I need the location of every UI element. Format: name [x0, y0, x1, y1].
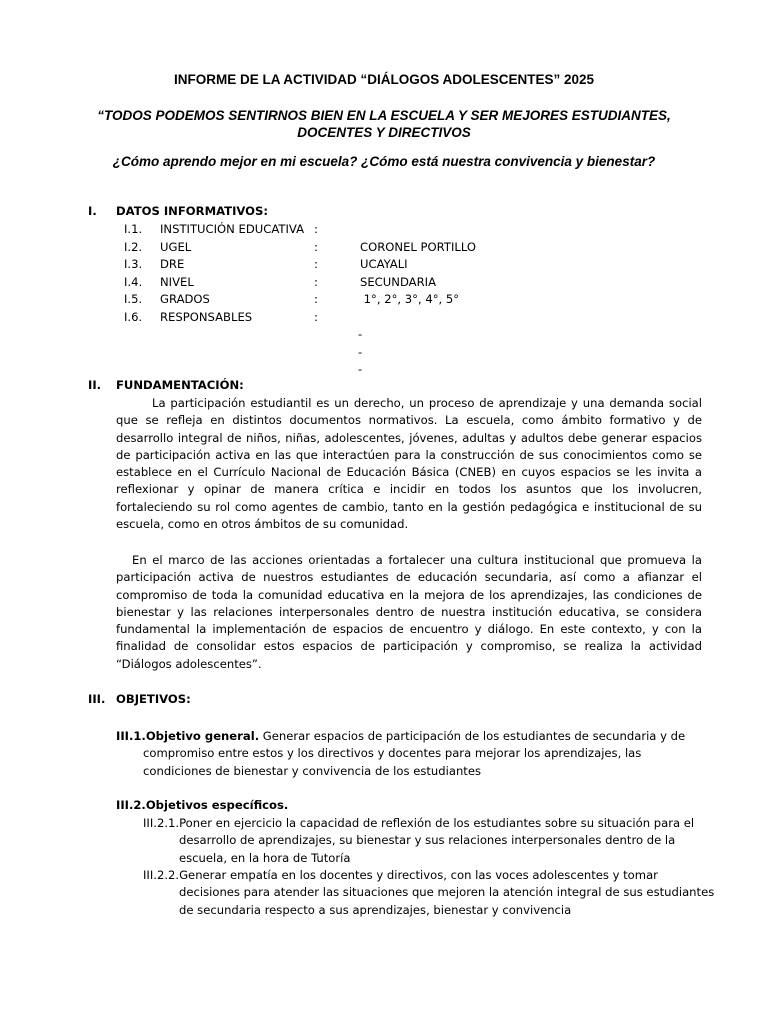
specific-objective-text: Generar empatía en los docentes y directivos, con las voces adolescentes y tomar decisiones para atender las situaciones que mejoren la atención integral de sus estudiantes de secundaria respecto a sus aprendizajes, bienestar y convivencia	[179, 868, 715, 917]
specific-objective-number: III.2.1.	[143, 816, 180, 830]
info-row-sep: :	[314, 222, 318, 236]
info-row-value: UCAYALI	[360, 257, 408, 271]
info-row-num: I.6.	[124, 309, 143, 324]
general-objective-text: Generar espacios de participación de los estudiantes de secundaria y de compromiso entre estos y los directivos y docentes para mejorar los aprendizajes, las condiciones de bienestar y convivencia de los estudiantes	[143, 729, 686, 778]
info-row-label: UGEL	[160, 239, 192, 254]
fundamentacion-paragraph-1: La participación estudiantil es un derecho, un proceso de aprendizaje y una demanda social que se refleja en distintos documentos normativos. La escuela, como ámbito formativo y de desarrollo integral de niños, niñas, adolescentes, jóvenes, adultas y adultos debe generar espacios de participación activa en las que interactúen para la construcción de sus conocimientos como se establece en el Currículo Nacional de Educación Básica (CNEB) en cuyos espacios se les invita a reflexionar y opinar de manera crítica e incidir en todos los asuntos que los involucren, fortaleciendo su rol como agentes de cambio, tanto en la gestión pedagógica e institucional de su escuela, como en otros ámbitos de su comunidad.	[116, 396, 702, 532]
general-objective-number: III.1.	[116, 729, 146, 743]
section3-number: III.	[88, 692, 106, 706]
info-row-num: I.5.	[124, 292, 143, 306]
info-row-label: NIVEL	[160, 274, 194, 289]
specific-objectives-heading	[116, 797, 288, 814]
report-subtitle	[60, 107, 708, 141]
responsible-dash: -	[358, 327, 363, 341]
section1-number: I.	[88, 204, 97, 218]
info-row-sep: :	[314, 292, 318, 306]
info-row-label: GRADOS	[160, 292, 210, 306]
info-row-sep: :	[314, 239, 318, 254]
general-objective-label: Objetivo general.	[145, 729, 260, 743]
info-row-num: I.1.	[124, 222, 143, 236]
info-row-num: I.3.	[124, 257, 143, 271]
specific-objectives-number: III.2.	[116, 798, 146, 812]
info-row-num: I.2.	[124, 239, 143, 254]
info-row-sep: :	[314, 274, 318, 289]
specific-objective-item	[143, 815, 715, 867]
specific-objective-text: Poner en ejercicio la capacidad de reflexión de los estudiantes sobre su situación para el desarrollo de aprendizajes, su bienestar y sus relaciones interpersonales dentro de la escuela, en la hora de Tutoría	[179, 816, 695, 865]
specific-objective-item	[143, 867, 715, 919]
report-subtitle-line2: DOCENTES Y DIRECTIVOS	[297, 125, 471, 140]
section1-title: DATOS INFORMATIVOS:	[116, 204, 269, 218]
info-row-value: CORONEL PORTILLO	[360, 239, 477, 254]
section3-title: OBJETIVOS:	[116, 692, 191, 706]
fundamentacion-paragraph-2: En el marco de las acciones orientadas a fortalecer una cultura institucional que promueva la participación activa de nuestros estudiantes de educación secundaria, así como a afianzar el compromiso de toda la comunidad educativa en la mejora de los aprendizajes, las condiciones de bienestar y las relaciones interpersonales dentro de nuestra institución educativa, se considera fundamental la implementación de espacios de encuentro y diálogo. En este contexto, y con la finalidad de consolidar estos espacios de participación y compromiso, se realiza la actividad “Diálogos adolescentes”.	[116, 553, 702, 671]
section2-title: FUNDAMENTACIÓN:	[116, 378, 244, 392]
section2-number: II.	[88, 378, 102, 392]
info-row-label: DRE	[160, 257, 185, 271]
specific-objectives-label: Objetivos específicos.	[145, 798, 289, 812]
specific-objective-number: III.2.2.	[143, 868, 180, 882]
info-row-sep: :	[314, 257, 318, 271]
info-row-label: INSTITUCIÓN EDUCATIVA	[160, 222, 305, 236]
info-row-value: SECUNDARIA	[360, 274, 436, 289]
responsible-dash: -	[358, 362, 363, 376]
report-title: INFORME DE LA ACTIVIDAD “DIÁLOGOS ADOLESCENTES” 2025	[173, 72, 595, 87]
info-row-sep: :	[314, 309, 318, 324]
general-objective	[116, 728, 713, 780]
responsible-dash: -	[358, 344, 363, 359]
guiding-question: ¿Cómo aprendo mejor en mi escuela? ¿Cómo está nuestra convivencia y bienestar?	[112, 154, 656, 169]
info-row-num: I.4.	[124, 274, 143, 289]
info-row-value: 1°, 2°, 3°, 4°, 5°	[360, 292, 460, 306]
info-row-label: RESPONSABLES	[160, 309, 253, 324]
report-subtitle-line1: “TODOS PODEMOS SENTIRNOS BIEN EN LA ESCUELA Y SER MEJORES ESTUDIANTES,	[97, 108, 671, 123]
